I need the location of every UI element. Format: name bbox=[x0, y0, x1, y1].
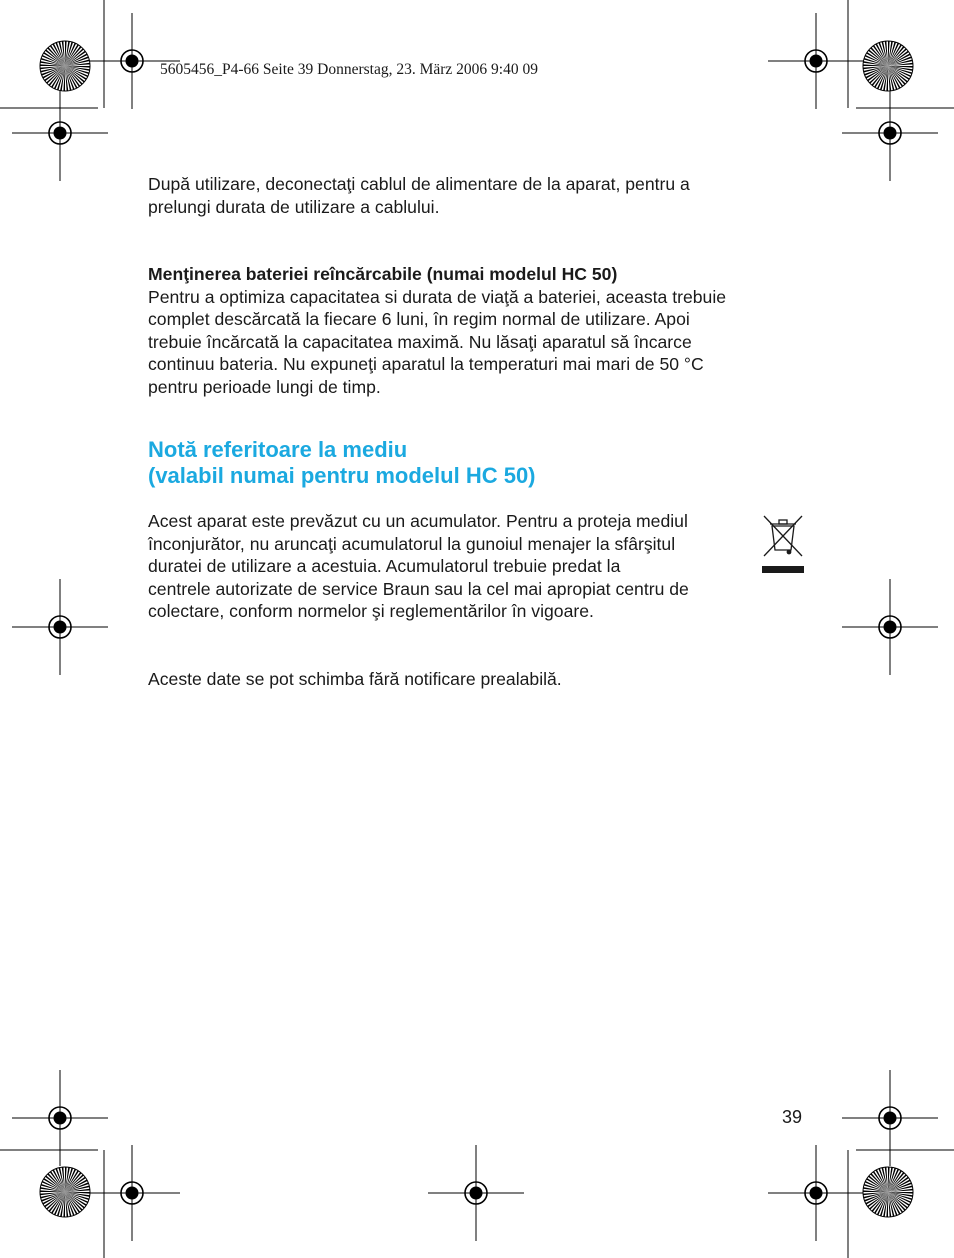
print-header: 5605456_P4-66 Seite 39 Donnerstag, 23. März 2006 9:40 09 bbox=[160, 61, 538, 78]
text-line: prelungi durata de utilizare a cablului. bbox=[148, 196, 440, 217]
paragraph-unplug-cable bbox=[148, 173, 813, 218]
registration-target-center bbox=[54, 621, 67, 634]
registration-target-center bbox=[54, 1112, 67, 1125]
paragraph-change-notice: Aceste date se pot schimba fără notificare prealabilă. bbox=[148, 669, 562, 689]
crossed-out-wheeled-bin-icon bbox=[760, 512, 806, 578]
registration-target-center bbox=[884, 1112, 897, 1125]
registration-target-center bbox=[54, 127, 67, 140]
text-line: colectare, conform normelor şi reglementărilor în vigoare. bbox=[148, 601, 594, 622]
battery-heading: Menţinerea bateriei reîncărcabile (numai modelul HC 50) bbox=[148, 264, 618, 284]
page-number: 39 bbox=[782, 1107, 803, 1127]
registration-target-center bbox=[126, 55, 139, 68]
text-line: trebuie încărcată la capacitatea maximă. Nu lăsaţi aparatul să încarce bbox=[148, 331, 692, 352]
registration-target-center bbox=[470, 1187, 483, 1200]
heading-line: (valabil numai pentru modelul HC 50) bbox=[148, 463, 536, 488]
heading-line: Notă referitoare la mediu bbox=[148, 437, 408, 462]
registration-target-center bbox=[884, 621, 897, 634]
text-line: înconjurător, nu aruncaţi acumulatorul la gunoiul menajer la sfârşitul bbox=[148, 533, 676, 554]
text-line: centrele autorizate de service Braun sau la cel mai apropiat centru de bbox=[148, 578, 689, 599]
registration-target-center bbox=[884, 127, 897, 140]
text-line: continuu bateria. Nu expuneţi aparatul la temperaturi mai mari de 50 °C bbox=[148, 354, 704, 375]
text-line: pentru perioade lungi de timp. bbox=[148, 376, 381, 397]
environment-heading bbox=[148, 437, 536, 489]
battery-section bbox=[148, 263, 813, 399]
registration-target-center bbox=[126, 1187, 139, 1200]
paragraph-environment bbox=[148, 510, 768, 623]
text-line: După utilizare, deconectaţi cablul de alimentare de la aparat, pentru a bbox=[148, 174, 690, 194]
text-line: Pentru a optimiza capacitatea si durata de viaţă a bateriei, aceasta trebuie bbox=[148, 286, 727, 307]
registration-target-center bbox=[810, 1187, 823, 1200]
text-line: duratei de utilizare a acestuia. Acumulatorul trebuie predat la bbox=[148, 556, 621, 577]
text-line: complet descărcată la fiecare 6 luni, în regim normal de utilizare. Apoi bbox=[148, 309, 690, 330]
text-line: Acest aparat este prevăzut cu un acumulator. Pentru a proteja mediul bbox=[148, 511, 688, 531]
registration-target-center bbox=[810, 55, 823, 68]
